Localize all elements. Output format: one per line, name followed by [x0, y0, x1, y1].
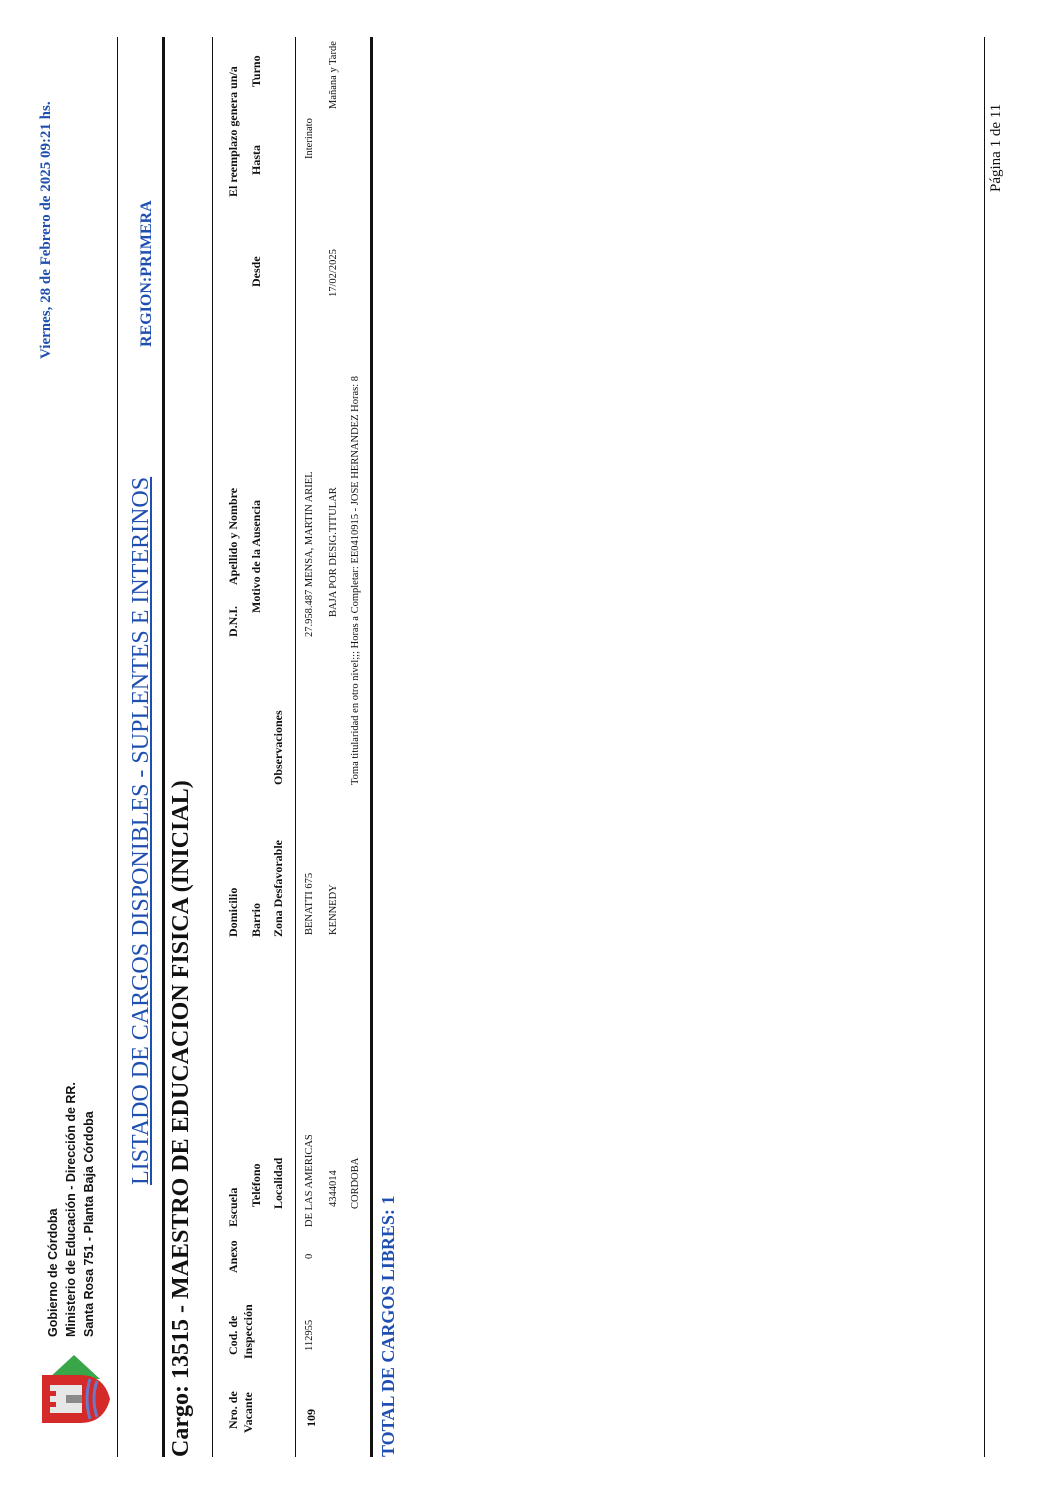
col-dni: D.N.I. — [226, 605, 240, 637]
col-hasta: Hasta — [249, 145, 263, 175]
telefono-cell: 4344014 — [328, 1170, 339, 1207]
header-divider — [117, 37, 118, 1457]
col-nro-vacante-line1: Nro. de — [226, 1391, 240, 1429]
total-cargos-libres: TOTAL DE CARGOS LIBRES: 1 — [378, 1195, 398, 1457]
cordoba-logo — [34, 1351, 114, 1431]
footer-rule — [984, 37, 985, 1457]
genera-cell: Interinato — [304, 118, 315, 159]
col-motivo-ausencia: Motivo de la Ausencia — [249, 500, 263, 613]
col-desde: Desde — [249, 256, 263, 287]
col-reemplazo-genera: El reemplazo genera un/a — [226, 66, 240, 197]
cargo-divider — [162, 37, 165, 1457]
domicilio-cell: BENATTI 675 — [304, 872, 315, 935]
cargo-title: Cargo: 13515 - MAESTRO DE EDUCACION FISICA (INICIAL) — [168, 780, 194, 1457]
region-label: REGION:PRIMERA — [138, 200, 155, 347]
col-turno: Turno — [249, 55, 263, 87]
localidad-cell: CORDOBA — [350, 1157, 361, 1209]
table-bottom-rule — [370, 37, 373, 1457]
escuela-cell: DE LAS AMERICAS — [304, 1134, 315, 1227]
desde-cell: 17/02/2025 — [328, 249, 339, 297]
observaciones-cell: Toma titularidad en otro nivel;;; Horas a Completar: EE0410915 - JOSE HERNANDEZ Horas: 8 — [350, 376, 361, 785]
col-barrio: Barrio — [249, 903, 263, 937]
col-domicilio: Domicilio — [226, 887, 240, 937]
table-top-rule — [212, 37, 213, 1457]
motivo-cell: BAJA POR DESIG.TITULAR — [328, 487, 339, 617]
col-nro-vacante-line2: Vacante — [241, 1392, 255, 1433]
col-zona-desfavorable: Zona Desfavorable — [271, 840, 285, 937]
header-bottom-rule — [295, 37, 296, 1457]
col-cod-inspeccion-line2: Inspección — [241, 1304, 255, 1359]
nro-vacante-cell: 109 — [304, 1409, 318, 1427]
turno-cell: Mañana y Tarde — [328, 41, 339, 109]
org-line-1: Gobierno de Córdoba — [46, 1208, 60, 1337]
col-observaciones: Observaciones — [271, 710, 285, 785]
col-apellido-nombre: Apellido y Nombre — [226, 487, 240, 585]
col-anexo: Anexo — [226, 1240, 240, 1273]
anexo-cell: 0 — [304, 1253, 315, 1259]
report-date: Viernes, 28 de Febrero de 2025 09:21 hs. — [38, 101, 54, 359]
org-line-2: Ministerio de Educación - Dirección de RR. — [64, 1082, 78, 1337]
barrio-cell: KENNEDY — [328, 884, 339, 935]
org-line-3: Santa Rosa 751 - Planta Baja Córdoba — [82, 1111, 96, 1337]
dni-nombre-cell: 27.958.487 MENSA, MARTIN ARIEL — [304, 471, 315, 637]
col-telefono: Teléfono — [249, 1163, 263, 1207]
cod-inspeccion-cell: 112955 — [304, 1319, 315, 1351]
page-number: Página 1 de 11 — [988, 103, 1004, 192]
col-escuela: Escuela — [226, 1187, 240, 1227]
report-title: LISTADO DE CARGOS DISPONIBLES - SUPLENTES E INTERINOS — [128, 476, 154, 1185]
col-cod-inspeccion-line1: Cod. de — [226, 1315, 240, 1355]
col-localidad: Localidad — [271, 1157, 285, 1209]
